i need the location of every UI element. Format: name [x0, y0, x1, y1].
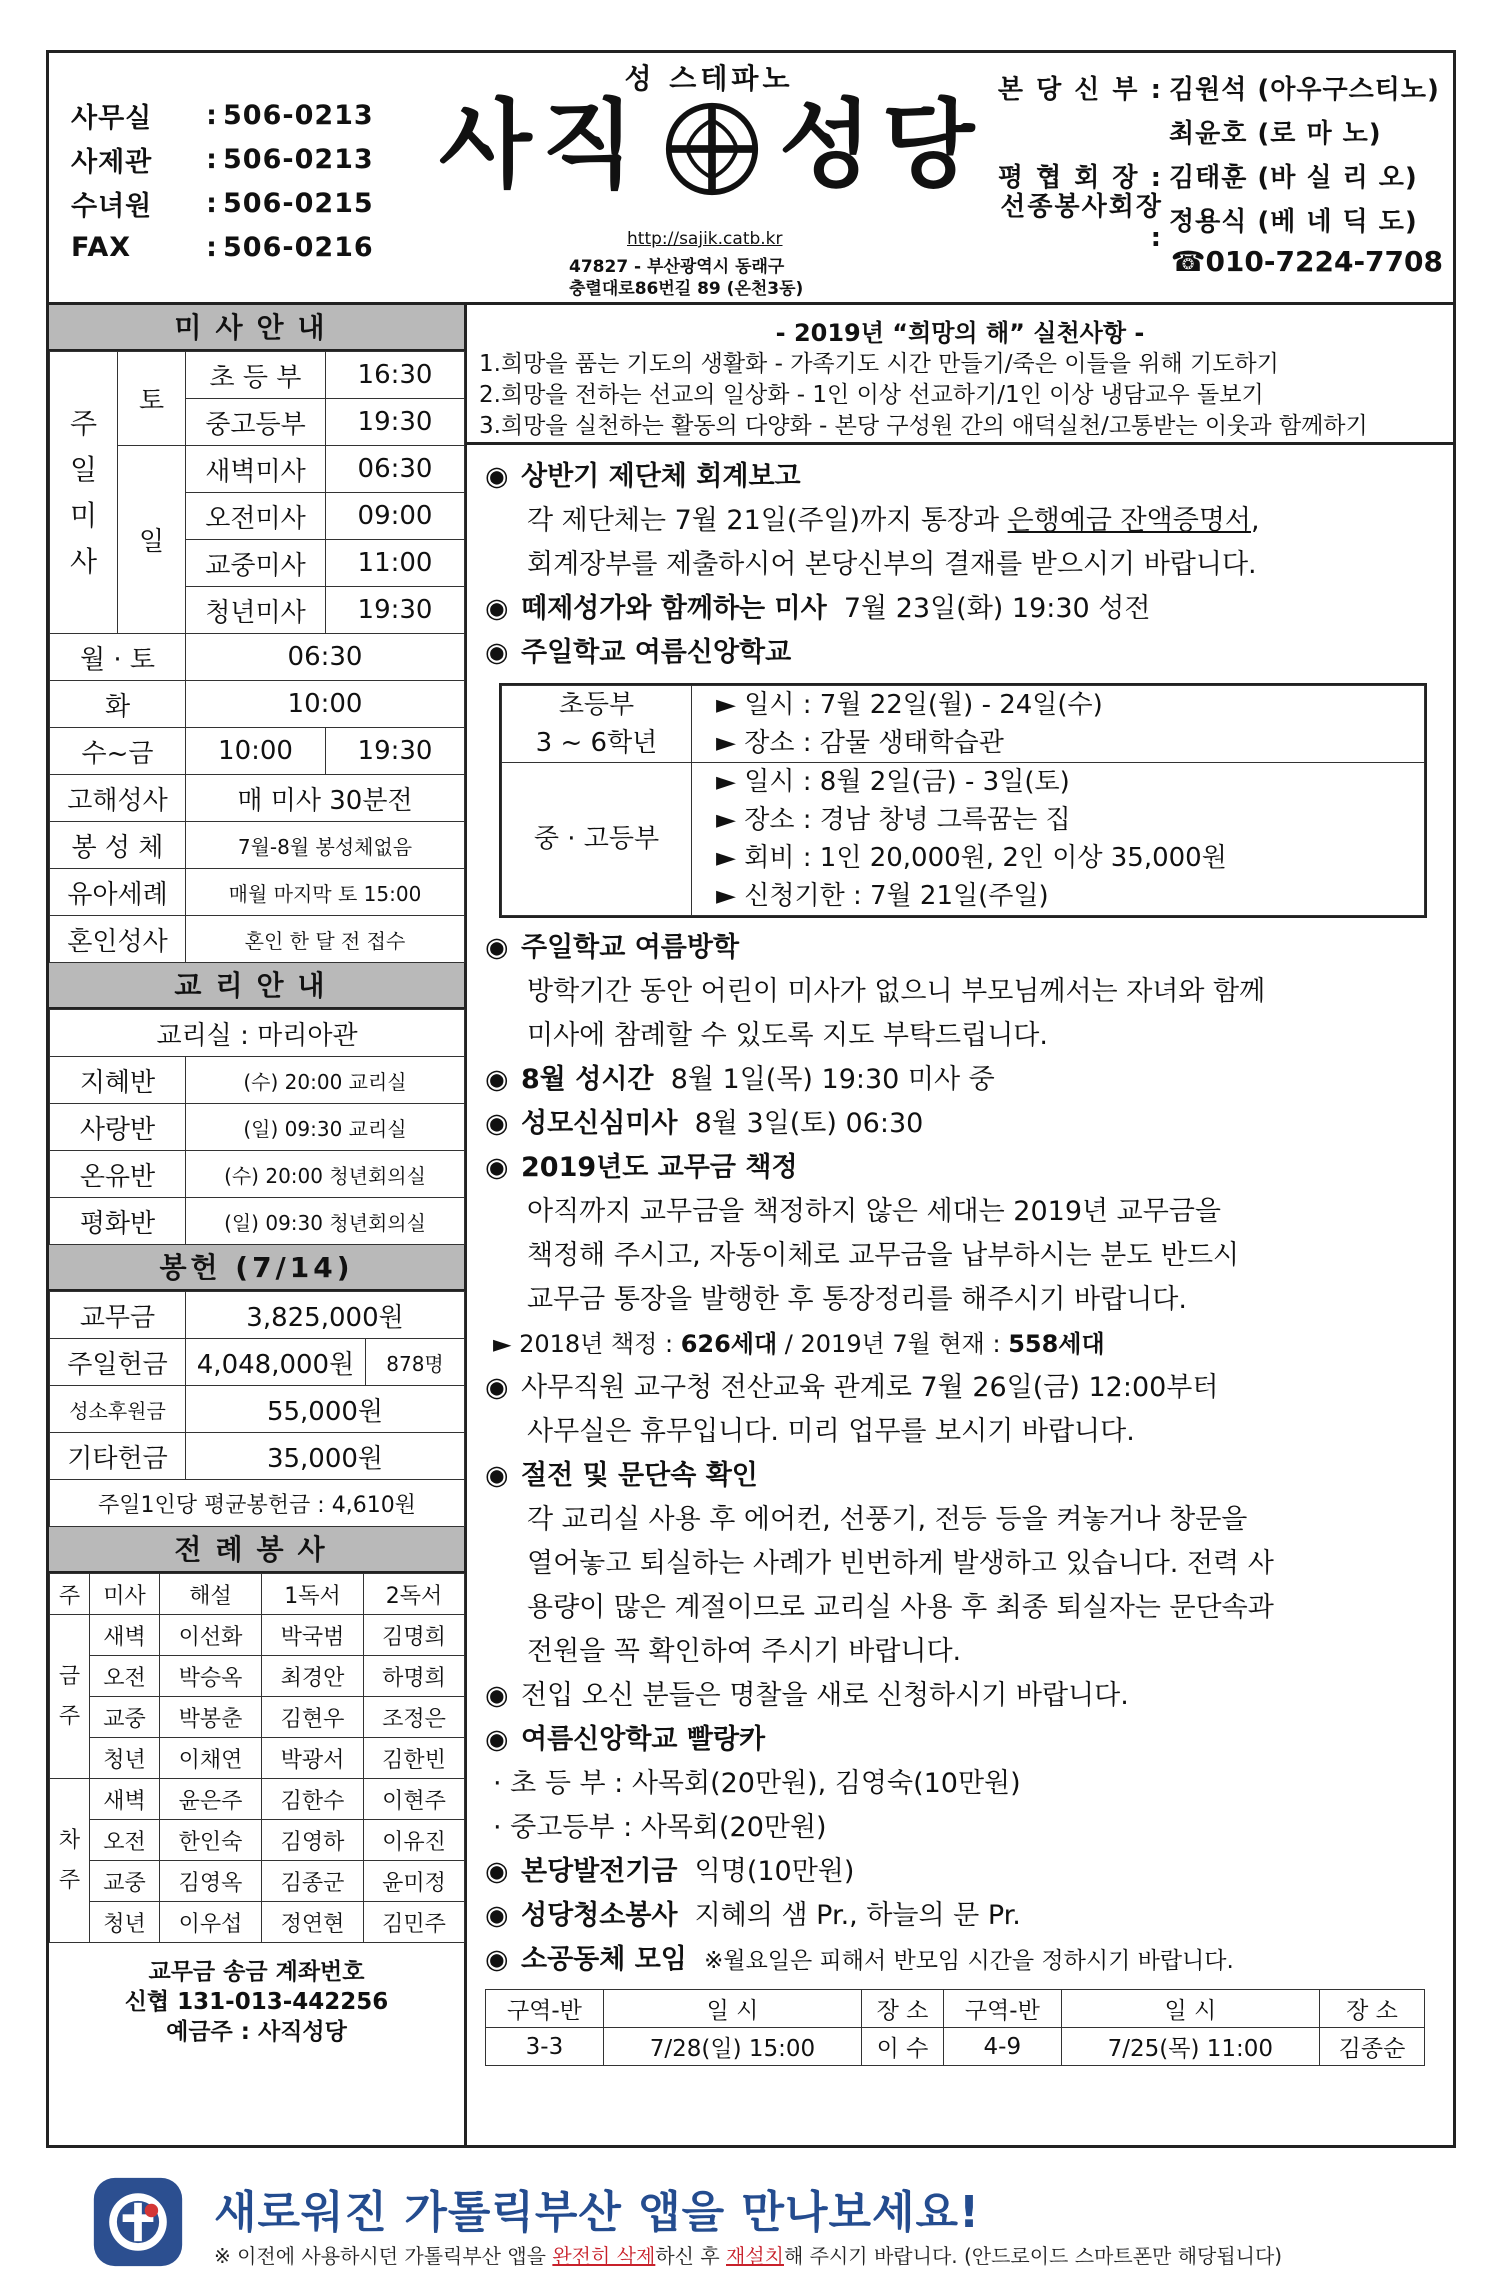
contact-row: FAX : 506-0216 — [71, 231, 374, 263]
notice-taize: ◉ 떼제성가와 함께하는 미사 7월 23일(화) 19:30 성전 — [485, 587, 1453, 631]
notice-name-tags: ◉ 전입 오신 분들은 명찰을 새로 신청하시기 바랍니다. — [485, 1674, 1453, 1718]
notice-vacation: ◉ 주일학교 여름방학 — [485, 926, 1453, 970]
patron-saint: 성 스테파노 — [624, 62, 794, 95]
header — [49, 53, 1453, 305]
notice-palanca: ◉ 여름신앙학교 빨랑카 — [485, 1718, 1453, 1762]
motto-line: 3.희망을 실천하는 활동의 다양화 - 본당 구성원 간의 애덕실천/고통받는 이웃과 함께하기 — [479, 413, 1368, 439]
cross-logo-icon — [664, 101, 760, 197]
app-banner — [90, 2168, 1450, 2278]
bullet-icon: ◉ — [485, 1108, 509, 1139]
bullet-icon: ◉ — [485, 1372, 509, 1403]
account-info: 교무금 송금 계좌번호 신협 131-013-442256 예금주 : 사직성당 — [124, 1959, 389, 2045]
table-row: 오전 한인숙 김영하 이유진 — [50, 1820, 465, 1861]
notice-development-fund: ◉ 본당발전기금 익명(10만원) — [485, 1850, 1453, 1894]
left-column — [49, 305, 467, 2145]
bullet-icon: ◉ — [485, 1460, 509, 1491]
bullet-icon: ◉ — [485, 1680, 509, 1711]
contact-row: 사무실 : 506-0213 — [71, 99, 374, 134]
table-row: 주일헌금 4,048,000원 878명 — [50, 1339, 465, 1386]
bullet-icon: ◉ — [485, 1856, 509, 1887]
motto-line: 2.희망을 전하는 선교의 일상화 - 1인 이상 선교하기/1인 이상 냉담교우 돌보기 — [479, 382, 1264, 408]
catholic-busan-app-icon — [90, 2174, 186, 2270]
bullet-icon: ◉ — [485, 1064, 509, 1095]
table-row: 주 미사 해설 1독서 2독서 — [50, 1574, 465, 1615]
motto-title: - 2019년 “희망의 해” 실천사항 - — [775, 319, 1145, 347]
sunday-mass-label: 주일미사 — [50, 352, 118, 634]
bullet-icon: ◉ — [485, 1900, 509, 1931]
table-row: 초등부 3 ~ 6학년 ► 일시 : 7월 22일(월) - 24일(수) ► 장소 : 감물 생태학습관 — [502, 686, 1425, 763]
notice-marian-mass: ◉ 성모신심미사 8월 3일(토) 06:30 — [485, 1102, 1453, 1146]
table-row: 월 · 토 06:30 — [50, 634, 465, 681]
app-banner-title: 새로워진 가톨릭부산 앱을 만나보세요! — [214, 2187, 981, 2238]
app-banner-note: ※ 이전에 사용하시던 가톨릭부산 앱을 완전히 삭제하신 후 재설치해 주시기 바랍니다. (안드로이드 스마트폰만 해당됩니다) — [214, 2244, 1283, 2268]
table-row: 혼인성사 혼인 한 달 전 접수 — [50, 916, 465, 963]
parish-address: 47827 - 부산광역시 동래구 충렬대로86번길 89 (온천3동) — [569, 257, 804, 299]
table-row: 교리실 : 마리아관 — [50, 1010, 465, 1057]
table-row: 오전 박승옥 최경안 하명희 — [50, 1656, 465, 1697]
bullet-icon: ◉ — [485, 1944, 509, 1975]
liturgy-section-title: 전례봉사 — [49, 1527, 464, 1573]
notice-cleaning: ◉ 성당청소봉사 지혜의 샘 Pr., 하늘의 문 Pr. — [485, 1894, 1453, 1938]
parish-name-right: 성당 — [779, 89, 985, 201]
table-row: 사랑반 (일) 09:30 교리실 — [50, 1104, 465, 1151]
table-row: 구역-반 일 시 장 소 구역-반 일 시 장 소 — [486, 1990, 1425, 2028]
mass-schedule-table — [49, 351, 465, 963]
table-row: 온유반 (수) 20:00 청년회의실 — [50, 1151, 465, 1198]
bullet-icon: ◉ — [485, 932, 509, 963]
table-row: 중고등부 19:30 — [50, 399, 465, 446]
table-row: 교중미사 11:00 — [50, 540, 465, 587]
clergy-row: 선종봉사회장 : 정용식 (베 네 딕 도) — [1000, 191, 1418, 253]
parish-url[interactable]: http://sajik.catb.kr — [627, 229, 783, 249]
table-row: 교무금 3,825,000원 — [50, 1292, 465, 1339]
table-row: 지혜반 (수) 20:00 교리실 — [50, 1057, 465, 1104]
table-row — [50, 1480, 465, 1527]
motto-line: 1.희망을 품는 기도의 생활화 - 가족기도 시간 만들기/죽은 이들을 위해 기도하기 — [479, 351, 1279, 377]
table-row: 기타헌금 35,000원 — [50, 1433, 465, 1480]
table-row: 교중 박봉춘 김현우 조정은 — [50, 1697, 465, 1738]
clergy-row: 평 협 회 장 : 김태훈 (바 실 리 오) — [997, 162, 1418, 193]
table-row: 청년 이채연 박광서 김한빈 — [50, 1738, 465, 1779]
table-row: 수~금 10:00 19:30 — [50, 728, 465, 775]
notice-accounting: ◉ 상반기 제단체 회계보고 — [485, 455, 1453, 499]
clergy-row: 본 당 신 부 : 김원석 (아우구스티노) — [997, 74, 1440, 105]
table-row: 청년미사 19:30 — [50, 587, 465, 634]
contact-numbers — [71, 93, 401, 269]
table-row: 유아세례 매월 마지막 토 15:00 — [50, 869, 465, 916]
mass-section-title: 미사안내 — [49, 305, 464, 351]
clergy-row: 최윤호 (로 마 노) — [1169, 118, 1382, 149]
table-row: 평화반 (일) 09:30 청년회의실 — [50, 1198, 465, 1245]
clergy-list — [987, 65, 1447, 278]
table-row: 청년 이우섭 정연현 김민주 — [50, 1902, 465, 1943]
phone-number: ☎010-7224-7708 — [1170, 245, 1443, 278]
bullet-icon: ◉ — [485, 461, 509, 492]
liturgy-table — [49, 1573, 465, 1943]
average-offering: 주일1인당 평균봉헌금 : 4,610원 — [50, 1480, 465, 1527]
notice-office-closed: ◉ 사무직원 교구청 전산교육 관계로 7월 26일(금) 12:00부터 — [485, 1366, 1453, 1410]
table-row: 오전미사 09:00 — [50, 493, 465, 540]
table-row: 주일미사 토 초 등 부 16:30 — [50, 352, 465, 399]
notice-list: ◉ 상반기 제단체 회계보고 각 제단체는 7월 21일(주일)까지 통장과 은행예금 잔액증명서, 회계장부를 제출하시어 본당신부의 결재를 받으시기 바랍니다. ◉ 떼제성가와 함께하는 미사 7월 23일(화) 19:30 성전 ◉ 주일학교 여름신앙학교 초등부 3 ~ 6학년 ► 일시 : 7월 22일(월) - 24일(수) ► 장소 : 감물 생태학습관 중 · 고등부 ► 일시 : 8월 2일(금) - 3일(토) ► 장소 : 경남 창녕 그륵꿈는 집 ► 회비 : 1인 20,000원, 2인 이상 35,000원 ► 신청기한 : 7월 21일(주일) ◉ 주일학교 여름방학 방학기간 동안 어린이 미사가 없으니 부모님께서는 자녀와 함께 미사에 참례할 수 있도록 지도 부탁드립니다. ◉ 8월 성시간 8월 1일(목) 19:30 미사 중 ◉ 성모신심미사 8월 3일(토) 06:30 ◉ 2019년도 교무금 책정 아직까지 교무금을 책정하지 않은 세대는 2019년 교무금을 책정해 주시고, 자동이체로 교무금을 납부하시는 분도 반드시 교무금 통장을 발행한 후 통장정리를 해주시기 바랍니다. ► 2018년 책정 : 626세대 / 2019년 7월 현재 : 558세대 ◉ 사무직원 교구청 전산교육 관계로 7월 26일(금) 12:00부터 사무실은 휴무입니다. 미리 업무를 보시기 바랍니다. ◉ 절전 및 문단속 확인 각 교리실 사용 후 에어컨, 선풍기, 전등 등을 켜놓거나 창문을 열어놓고 퇴실하는 사례가 빈번하게 발생하고 있습니다. 전력 사 용량이 많은 계절이므로 교리실 사용 후 최종 퇴실자는 문단속과 전원을 꼭 확인하여 주시기 바랍니다. ◉ 전입 오신 분들은 명찰을 새로 신청하시기 바랍니다. ◉ 여름신앙학교 빨랑카 · 초 등 부 : 사목회(20만원), 김영숙(10만원) · 중고등부 : 사목회(20만원) ◉ 본당발전기금 익명(10만원) ◉ 성당청소봉사 지혜의 샘 Pr., 하늘의 문 Pr. ◉ 소공동체 모임 ※월요일은 피해서 반모임 시간을 정하시기 바랍니다. 구역-반 일 시 장 소 구역-반 일 시 장 소 3-3 7/28(일) 15:00 이 수 4-9 7/25(목) 11:00 김종순 — [467, 445, 1453, 2066]
table-row: 화 10:00 — [50, 681, 465, 728]
catechism-table — [49, 1009, 465, 1245]
masthead — [399, 53, 1019, 303]
table-row: 중 · 고등부 ► 일시 : 8월 2일(금) - 3일(토) ► 장소 : 경남 창녕 그륵꿈는 집 ► 회비 : 1인 20,000원, 2인 이상 35,000원 ► 신청기한 : 7월 21일(주일) — [502, 763, 1425, 916]
bullet-icon: ◉ — [485, 637, 509, 668]
offering-section-title: 봉헌 (7/14) — [49, 1245, 464, 1291]
table-row: 차주 새벽 윤은주 김한수 이현주 — [50, 1779, 465, 1820]
small-community-table — [485, 1989, 1425, 2066]
table-row: 고해성사 매 미사 30분전 — [50, 775, 465, 822]
notice-small-community: ◉ 소공동체 모임 ※월요일은 피해서 반모임 시간을 정하시기 바랍니다. — [485, 1938, 1453, 1983]
parish-name-left: 사직 — [439, 89, 645, 201]
table-row: 교중 김영옥 김종군 윤미정 — [50, 1861, 465, 1902]
bullet-icon: ◉ — [485, 593, 509, 624]
table-row: 봉 성 체 7월-8월 봉성체없음 — [50, 822, 465, 869]
contact-row: 사제관 : 506-0213 — [71, 143, 374, 178]
notice-energy: ◉ 절전 및 문단속 확인 — [485, 1454, 1453, 1498]
summer-school-table — [499, 683, 1427, 918]
offering-table — [49, 1291, 465, 1527]
motto-box — [467, 305, 1453, 445]
notice-summer-school: ◉ 주일학교 여름신앙학교 — [485, 631, 1453, 675]
right-column — [467, 305, 1453, 2145]
table-row: 금주 새벽 이선화 박국범 김명희 — [50, 1615, 465, 1656]
contact-row: 수녀원 : 506-0215 — [71, 187, 374, 222]
table-row: 일 새벽미사 06:30 — [50, 446, 465, 493]
notice-dues: ◉ 2019년도 교무금 책정 — [485, 1146, 1453, 1190]
notice-holy-hour: ◉ 8월 성시간 8월 1일(목) 19:30 미사 중 — [485, 1058, 1453, 1102]
bullet-icon: ◉ — [485, 1152, 509, 1183]
table-row: 3-3 7/28(일) 15:00 이 수 4-9 7/25(목) 11:00 김종순 — [486, 2028, 1425, 2066]
table-row: 성소후원금 55,000원 — [50, 1386, 465, 1433]
bulletin-frame — [46, 50, 1456, 2148]
bullet-icon: ◉ — [485, 1724, 509, 1755]
catechism-section-title: 교리안내 — [49, 963, 464, 1009]
